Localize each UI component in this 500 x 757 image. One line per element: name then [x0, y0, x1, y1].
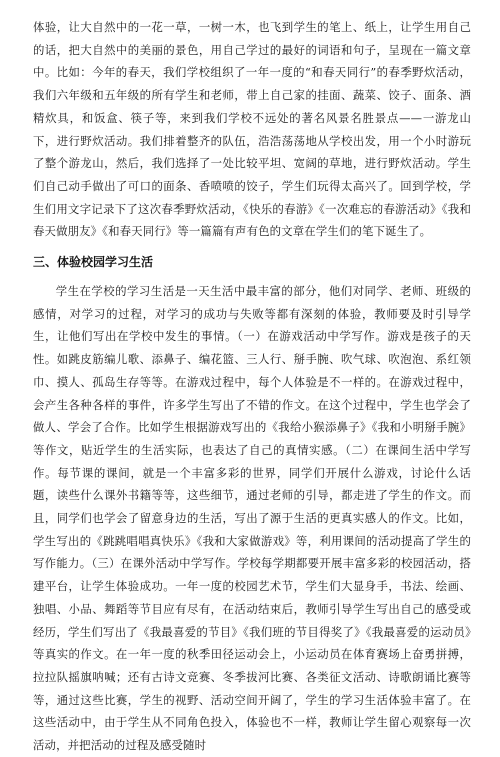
body-paragraph-2: 学生在学校的学习生活是一天生活中最丰富的部分，他们对同学、老师、班级的感情，对学习的过程，对学习的成功与失败等都有深刻的体验，教师要及时引导学生，让他们写出在学校中发生的事情。（一）在游戏活动中学写作。游戏是孩子的天性。如跳皮筋编儿歌、添鼻子、编花篮、三人行、掰手腕、吹气球、吹泡泡、系红领巾、摸人、孤岛生存等等。在游戏过程中，每个人体验是不一样的。在游戏过程中，会产生各种各样的事件，许多学生写出了不错的作文。在这个过程中，学生也学会了做人、学会了合作。比如学生根据游戏写出的《我给小猴添鼻子》《我和小明掰手腕》等作文，贴近学生的生活实际，也表达了自己的真情实感。（二）在课间生活中学写作。每节课的课间，就是一个丰富多彩的世界，同学们开展什么游戏，讨论什么话题，读些什么课外书籍等等，这些细节，通过老师的引导，都走进了学生的作文。而且，同学们也学会了留意身边的生活，写出了源于生活的更真实感人的作文。比如，学生写出的《跳跳唱唱真快乐》《我和大家做游戏》等，利用课间的活动提高了学生的写作能力。（三）在课外活动中学写作。学校每学期都要开展丰富多彩的校园活动，搭建平台，让学生体验成功。一年一度的校园艺术节，学生们大显身手，书法、绘画、独唱、小品、舞蹈等节目应有尽有，在活动结束后，教师引导学生写出自己的感受或经历，学生们写出了《我最喜爱的节目》《我们班的节目得奖了》《我最喜爱的运动员》等真实的作文。在一年一度的秋季田径运动会上，小运动员在体育赛场上奋勇拼搏，拉拉队摇旗呐喊；还有古诗文竞赛、冬季拔河比赛、各类征文活动、诗歌朗诵比赛等等，通过这些比赛，学生的视野、活动空间开阔了，学生的学习生活体验丰富了。在这些活动中，由于学生从不同角色投入，体验也不一样，教师让学生留心观察每一次活动，并把活动的过程及感受随时: [33, 284, 471, 753]
document-page: [33, 16, 471, 757]
body-paragraph-1: 体验，让大自然中的一花一草，一树一木，也飞到学生的笔上、纸上，让学生用自己的话，把大自然中的美丽的景色，用自己学过的最好的词语和句子，呈现在一篇文章中。比如：今年的春天，我们学校组织了一年一度的“和春天同行”的春季野炊活动，我们六年级和五年级的所有学生和老师，带上自己家的挂面、蔬菜、饺子、面条、酒精炊具，和饭盒、筷子等，来到我们学校不远处的著名风景名胜景点——一游龙山下，进行野炊活动。我们排着整齐的队伍，浩浩荡荡地从学校出发，用一个小时游玩了整个游龙山，然后，我们选择了一处比较平坦、宽阔的草地，进行野炊活动。学生们自己动手做出了可口的面条、香喷喷的饺子，学生们玩得太高兴了。回到学校，学生们用文字记录下了这次春季野炊活动，《快乐的春游》《一次难忘的春游活动》《我和春天做朋友》《和春天同行》等一篇篇有声有色的文章在学生们的笔下诞生了。: [33, 20, 471, 239]
section-heading: 三、体验校园学习生活: [33, 255, 154, 270]
